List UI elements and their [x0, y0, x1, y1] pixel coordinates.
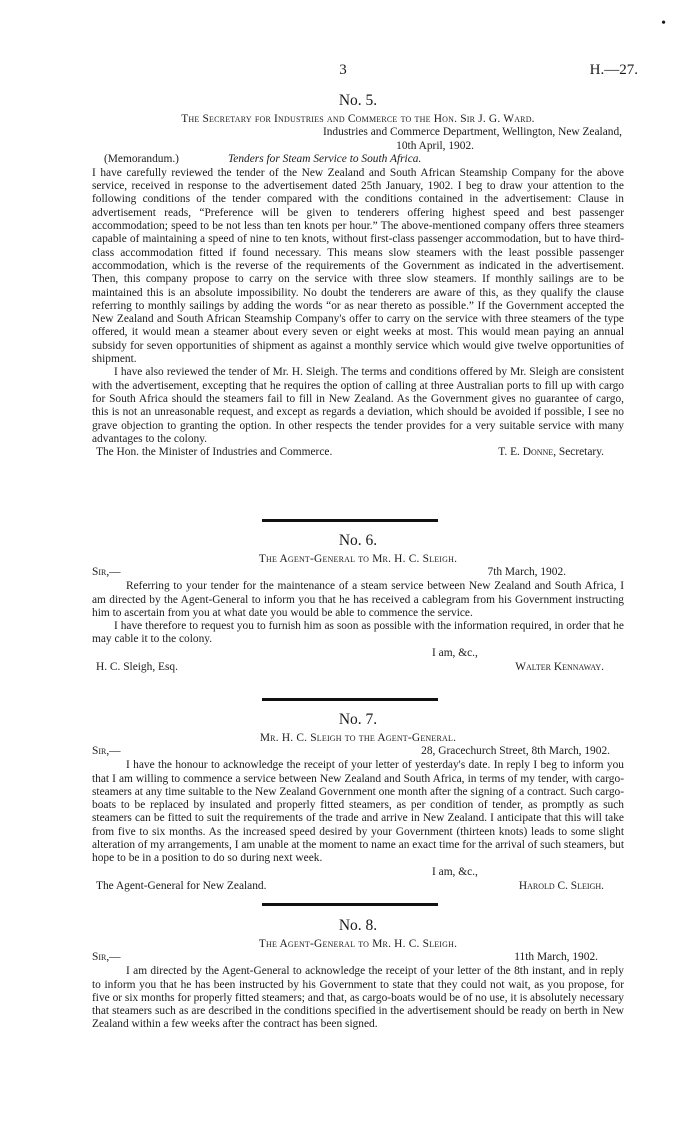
document-number: No. 7.: [338, 711, 378, 728]
document-no-7: [92, 711, 624, 894]
letter-body: [92, 759, 624, 865]
letter-date: 10th April, 1902.: [396, 139, 474, 152]
salutation: Sir,—: [92, 566, 121, 579]
paragraph: I am directed by the Agent-General to acknowledge the receipt of your letter of the 8th instant, and in reply to inform you that he has been instructed by his Government to state that they could not wait, as you propose, for five or six months for properly fitted steamers; and that, as cargo-boats would be of no use, it is absolutely necessary that steamers such as are described in the conditions specified in the advertisement should be ready on berth in New Zealand within a few weeks after the contract has been signed.: [92, 965, 624, 1031]
closing-line: [92, 647, 624, 661]
document-no-8: [92, 917, 624, 1032]
salutation-line: [92, 745, 624, 759]
signature-line: [92, 446, 624, 460]
paragraph: I have carefully reviewed the tender of the New Zealand and South African Steamship Company for the above service, received in response to the advertisement dated 25th January, 1902. I beg to draw your attention to the following conditions of the tender compared with the conditions contained in the advertisement: Clause in advertisement reads, “Preference will be given to tenderers offering highest speed and best passenger accommodation; speed to be not less than ten knots per hour.” The above-mentioned company offers three steamers capable of maintaining a speed of nine to ten knots, without first-class passenger accommodation, but to have third-class accommodation fitted if found necessary. This means slow steamers with the least possible passenger accommodation, which is the reverse of the requirements of the Government as indicated in the advertisement. Then, this company propose to carry on the service with three slow steamers. If monthly sailings are to be maintained this is an absolute impossibility. No doubt the tenderers are aware of this, as they qualify the clause referring to monthly sailings by adding the words “or as near thereto as possible.” If the Government accepted the New Zealand and South African Steamship Company's offer to carry on the service with three steamers of the type offered, it would mean a steamer about every seven or eight weeks at most. This would mean paying an annual subsidy for seven opportunities of shipment as against a monthly service which would give twelve opportunities of shipment.: [92, 166, 624, 366]
signature: T. E. Donne, Secretary.: [498, 446, 604, 459]
addressee: The Hon. the Minister of Industries and Commerce.: [96, 446, 333, 459]
closing-line: [92, 866, 624, 880]
signature: Harold C. Sleigh.: [518, 879, 604, 892]
page-number: 3: [339, 62, 347, 78]
document-no-6: [92, 532, 624, 675]
salutation: Sir,—: [92, 745, 121, 758]
document-heading: The Agent-General to Mr. H. C. Sleigh.: [258, 553, 458, 565]
letter-body: [92, 167, 624, 446]
salutation-line: [92, 566, 624, 580]
memo-subject: Tenders for Steam Service to South Africa.: [228, 152, 422, 165]
closing: I am, &c.,: [432, 646, 478, 659]
letter-date: 11th March, 1902.: [514, 951, 598, 964]
paragraph: I have therefore to request you to furnish him as soon as possible with the information required, in order that he may cable it to the colony.: [92, 620, 624, 646]
document-heading: The Agent-General to Mr. H. C. Sleigh.: [258, 938, 458, 950]
section-divider: [262, 519, 438, 522]
document-heading: The Secretary for Industries and Commerce to the Hon. Sir J. G. Ward.: [181, 113, 535, 125]
salutation: Sir,—: [92, 951, 121, 964]
memo-line: [92, 153, 624, 167]
closing: I am, &c.,: [432, 865, 478, 878]
document-heading: Mr. H. C. Sleigh to the Agent-General.: [259, 732, 457, 744]
document-number: No. 8.: [338, 917, 378, 934]
document-no-5: [92, 92, 624, 460]
signature-line: [92, 661, 624, 675]
addressee: H. C. Sleigh, Esq.: [96, 660, 178, 673]
page-mark: •: [661, 16, 666, 31]
letter-body: [92, 965, 624, 1031]
sender-address: Industries and Commerce Department, Wellington, New Zealand,: [322, 126, 622, 139]
signature: Walter Kennaway.: [515, 660, 604, 673]
paragraph: I have also reviewed the tender of Mr. H. Sleigh. The terms and conditions offered by Mr. Sleigh are consistent with the advertisement, excepting that he requires the option of calling at three Australian ports to fill up with cargo for South Africa should the steamers fail to fill in New Zealand. As the Government gives no guarantee of cargo, this is not an unreasonable request, and except as regards a deviation, which should be avoided if possible, I see no grave objection to granting the option. In other respects the tender provides for a very suitable service with many advantages to the colony.: [92, 366, 624, 445]
memo-label: (Memorandum.): [104, 152, 179, 165]
paragraph: I have the honour to acknowledge the receipt of your letter of yesterday's date. In reply I beg to inform you that I am willing to commence a service between New Zealand and South Africa, in terms of my tender, with cargo-steamers at any time suitable to the New Zealand Government one month after the signing of a contract. Such cargo-boats to be replaced by insulated and properly fitted steamers, as per condition of tender, as promptly as such steamers can be fitted to suit the requirements of the trade and arrive in New Zealand. I anticipate that this will take from five to six months. As the increased speed desired by your Government (thirteen knots) leads to some slight alteration of my arrangements, I am unable at the moment to name an exact time for the arrival of such steamers, but hope to be in a position to do so during next week.: [92, 759, 624, 865]
signature-line: [92, 880, 624, 894]
addressee: The Agent-General for New Zealand.: [96, 879, 267, 892]
paragraph: Referring to your tender for the maintenance of a steam service between New Zealand and South Africa, I am directed by the Agent-General to inform you that he has received a cablegram from his Government instructing him to ascertain from you at what date you would be able to commence the service.: [92, 580, 624, 619]
document-code: H.—27.: [589, 62, 638, 78]
running-header: [0, 62, 700, 80]
document-number: No. 5.: [338, 92, 378, 109]
salutation-line: [92, 951, 624, 965]
letter-body: [92, 580, 624, 646]
section-divider: [262, 903, 438, 906]
section-divider: [262, 698, 438, 701]
letter-date: 28, Gracechurch Street, 8th March, 1902.: [421, 745, 610, 758]
letter-date: 7th March, 1902.: [487, 566, 566, 579]
document-number: No. 6.: [338, 532, 378, 549]
